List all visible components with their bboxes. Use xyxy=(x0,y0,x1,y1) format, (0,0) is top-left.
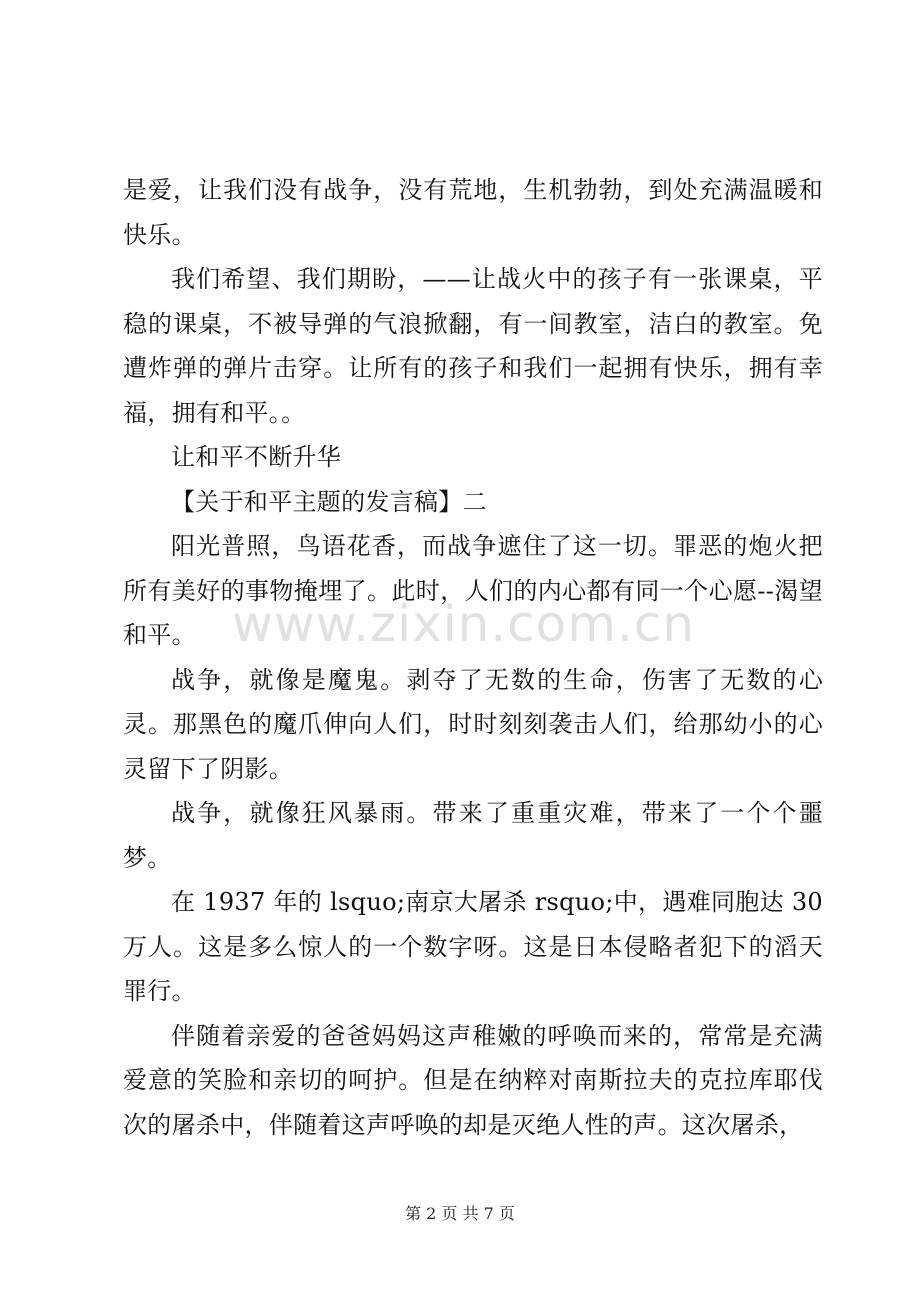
page-footer: 第 2 页 共 7 页 xyxy=(405,1204,515,1223)
paragraph-1: 是爱，让我们没有战争，没有荒地，生机勃勃，到处充满温暖和快乐。 xyxy=(123,176,823,249)
paragraph-3: 让和平不断升华 xyxy=(171,443,342,471)
paragraph-9: 伴随着亲爱的爸爸妈妈这声稚嫩的呼唤而来的，常常是充满爱意的笑脸和亲切的呵护。但是在纳粹对南斯拉夫的克拉库耶伐次的屠杀中，伴随着这声呼唤的却是灭绝人性的声。这次屠杀， xyxy=(123,1021,823,1139)
watermark: www.zixin.com.cn xyxy=(232,595,696,653)
paragraph-6: 战争，就像是魔鬼。剥夺了无数的生命，伤害了无数的心灵。那黑色的魔爪伸向人们，时时刻刻袭击人们，给那幼小的心灵留下了阴影。 xyxy=(123,665,823,783)
paragraph-2: 我们希望、我们期盼，——让战火中的孩子有一张课桌，平稳的课桌，不被导弹的气浪掀翻，有一间教室，洁白的教室。免遭炸弹的弹片击穿。让所有的孩子和我们一起拥有快乐，拥有幸福，拥有和平。。 xyxy=(123,265,823,427)
paragraph-8: 在 1937 年的 lsquo;南京大屠杀 rsquo;中，遇难同胞达 30 万人。这是多么惊人的一个数字呀。这是日本侵略者犯下的滔天罪行。 xyxy=(123,888,823,1005)
document-body xyxy=(123,168,823,1147)
paragraph-7: 战争，就像狂风暴雨。带来了重重灾难，带来了一个个噩梦。 xyxy=(123,799,823,872)
paragraph-5: 阳光普照，鸟语花香，而战争遮住了这一切。罪恶的炮火把所有美好的事物掩埋了。此时，人们的内心都有同一个心愿--渴望和平。 xyxy=(123,532,823,649)
section-heading: 【关于和平主题的发言稿】二 xyxy=(171,487,487,516)
